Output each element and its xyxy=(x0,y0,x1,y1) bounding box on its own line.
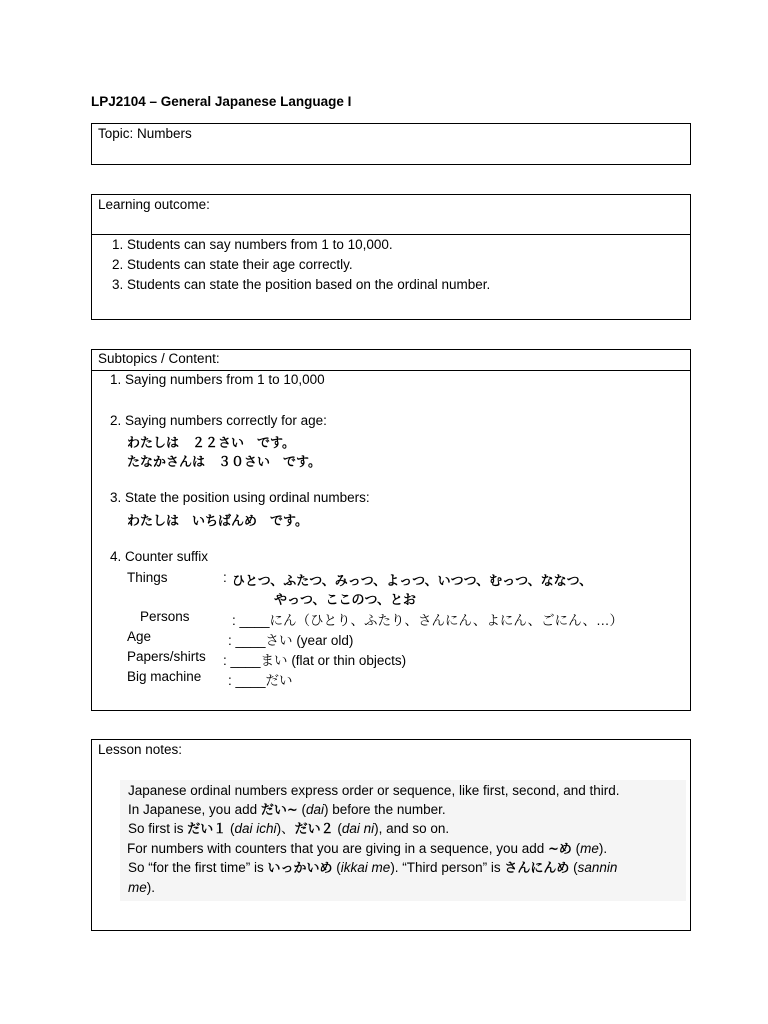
notes-text: In Japanese, you add xyxy=(128,801,261,817)
notes-text: ). xyxy=(146,879,156,895)
age-example-1: わたしは ２２さい です。 xyxy=(127,436,295,451)
topic-box xyxy=(91,123,691,165)
subtopics-divider xyxy=(92,370,690,371)
notes-jp: さんにんめ xyxy=(504,861,570,876)
notes-text: ( xyxy=(297,801,307,817)
learning-outcome-list xyxy=(92,235,690,295)
notes-text: ( xyxy=(571,840,581,856)
papers-counter: : ____まい xyxy=(223,653,288,668)
notes-text: ). xyxy=(598,840,608,856)
notes-text: )、 xyxy=(276,821,295,836)
notes-line-1: Japanese ordinal numbers express order or sequence, like first, second, and third. xyxy=(128,783,620,798)
notes-text: So first is xyxy=(128,821,188,836)
course-title: LPJ2104 – General Japanese Language I xyxy=(91,94,352,109)
notes-text: ( xyxy=(333,821,342,836)
notes-text: ( xyxy=(569,860,578,875)
persons-value: : ____にん（ひとり、ふたり、さんにん、よにん、ごにん、…） xyxy=(232,613,623,628)
subtopic-3: 3. State the position using ordinal numbers: xyxy=(110,490,370,505)
papers-note: (flat or thin objects) xyxy=(291,653,407,668)
lesson-notes-label: Lesson notes: xyxy=(98,742,183,757)
subtopic-4: 4. Counter suffix xyxy=(110,549,209,564)
notes-jp: だい１ xyxy=(187,822,227,837)
notes-line-4 xyxy=(120,840,686,860)
learning-outcome-label: Learning outcome: xyxy=(98,197,210,212)
notes-jp: だい２ xyxy=(294,822,334,837)
list-item: 2. Students can state their age correctly. xyxy=(127,255,690,275)
subtopic-1: 1. Saying numbers from 1 to 10,000 xyxy=(110,372,325,387)
learning-outcome-box xyxy=(91,194,691,320)
list-item: 3. Students can state the position based on the ordinal number. xyxy=(127,275,690,295)
notes-text: So “for the first time” is xyxy=(128,860,268,875)
subtopics-label: Subtopics / Content: xyxy=(98,351,220,366)
lesson-notes-box xyxy=(91,739,691,931)
subtopics-box xyxy=(91,349,691,711)
notes-jp: だい~ xyxy=(260,802,298,818)
age-label: Age xyxy=(127,629,152,644)
subtopic-2: 2. Saying numbers correctly for age: xyxy=(110,413,327,428)
papers-value xyxy=(223,649,406,669)
notes-text: ), and so on. xyxy=(374,821,450,836)
notes-romaji: ikkai me xyxy=(340,860,391,875)
things-colon: : xyxy=(223,570,227,585)
notes-jp: ~め xyxy=(548,841,572,857)
notes-text: For numbers with counters that you are giving in a sequence, you add xyxy=(127,840,548,856)
notes-line-6 xyxy=(120,879,686,898)
notes-romaji: dai ni xyxy=(341,821,375,836)
machine-label: Big machine xyxy=(127,669,202,684)
age-value xyxy=(228,629,353,649)
notes-text: ( xyxy=(226,821,235,836)
notes-text: ). “Third person” is xyxy=(390,860,505,875)
notes-line-2 xyxy=(120,801,686,821)
notes-line-3 xyxy=(120,820,686,840)
age-counter: : ____さい xyxy=(228,633,293,648)
notes-text: ( xyxy=(332,860,341,875)
age-note: (year old) xyxy=(296,633,354,648)
notes-line-5 xyxy=(120,859,686,879)
things-label: Things xyxy=(127,570,168,585)
things-counters-line1: ひとつ、ふたつ、みっつ、よっつ、いつつ、むっつ、ななつ、 xyxy=(232,574,593,589)
papers-label: Papers/shirts xyxy=(127,649,206,664)
topic-label: Topic: Numbers xyxy=(98,126,192,141)
list-item: 1. Students can say numbers from 1 to 10,000. xyxy=(127,235,690,255)
notes-romaji: sannin xyxy=(577,860,618,875)
notes-romaji: dai ichi xyxy=(234,821,277,836)
notes-text: ) before the number. xyxy=(324,801,446,817)
notes-romaji: me xyxy=(580,840,599,856)
things-counters-line2: やっつ、ここのつ、とお xyxy=(274,593,416,608)
age-example-2: たなかさんは ３０さい です。 xyxy=(127,455,321,470)
notes-jp: いっかいめ xyxy=(267,861,333,876)
notes-romaji: me xyxy=(128,879,147,895)
machine-value: : ____だい xyxy=(228,673,293,688)
notes-romaji: dai xyxy=(306,801,325,817)
persons-label: Persons xyxy=(140,609,190,624)
ordinal-example: わたしは いちばんめ です。 xyxy=(127,514,308,529)
lesson-notes-body xyxy=(120,780,686,901)
